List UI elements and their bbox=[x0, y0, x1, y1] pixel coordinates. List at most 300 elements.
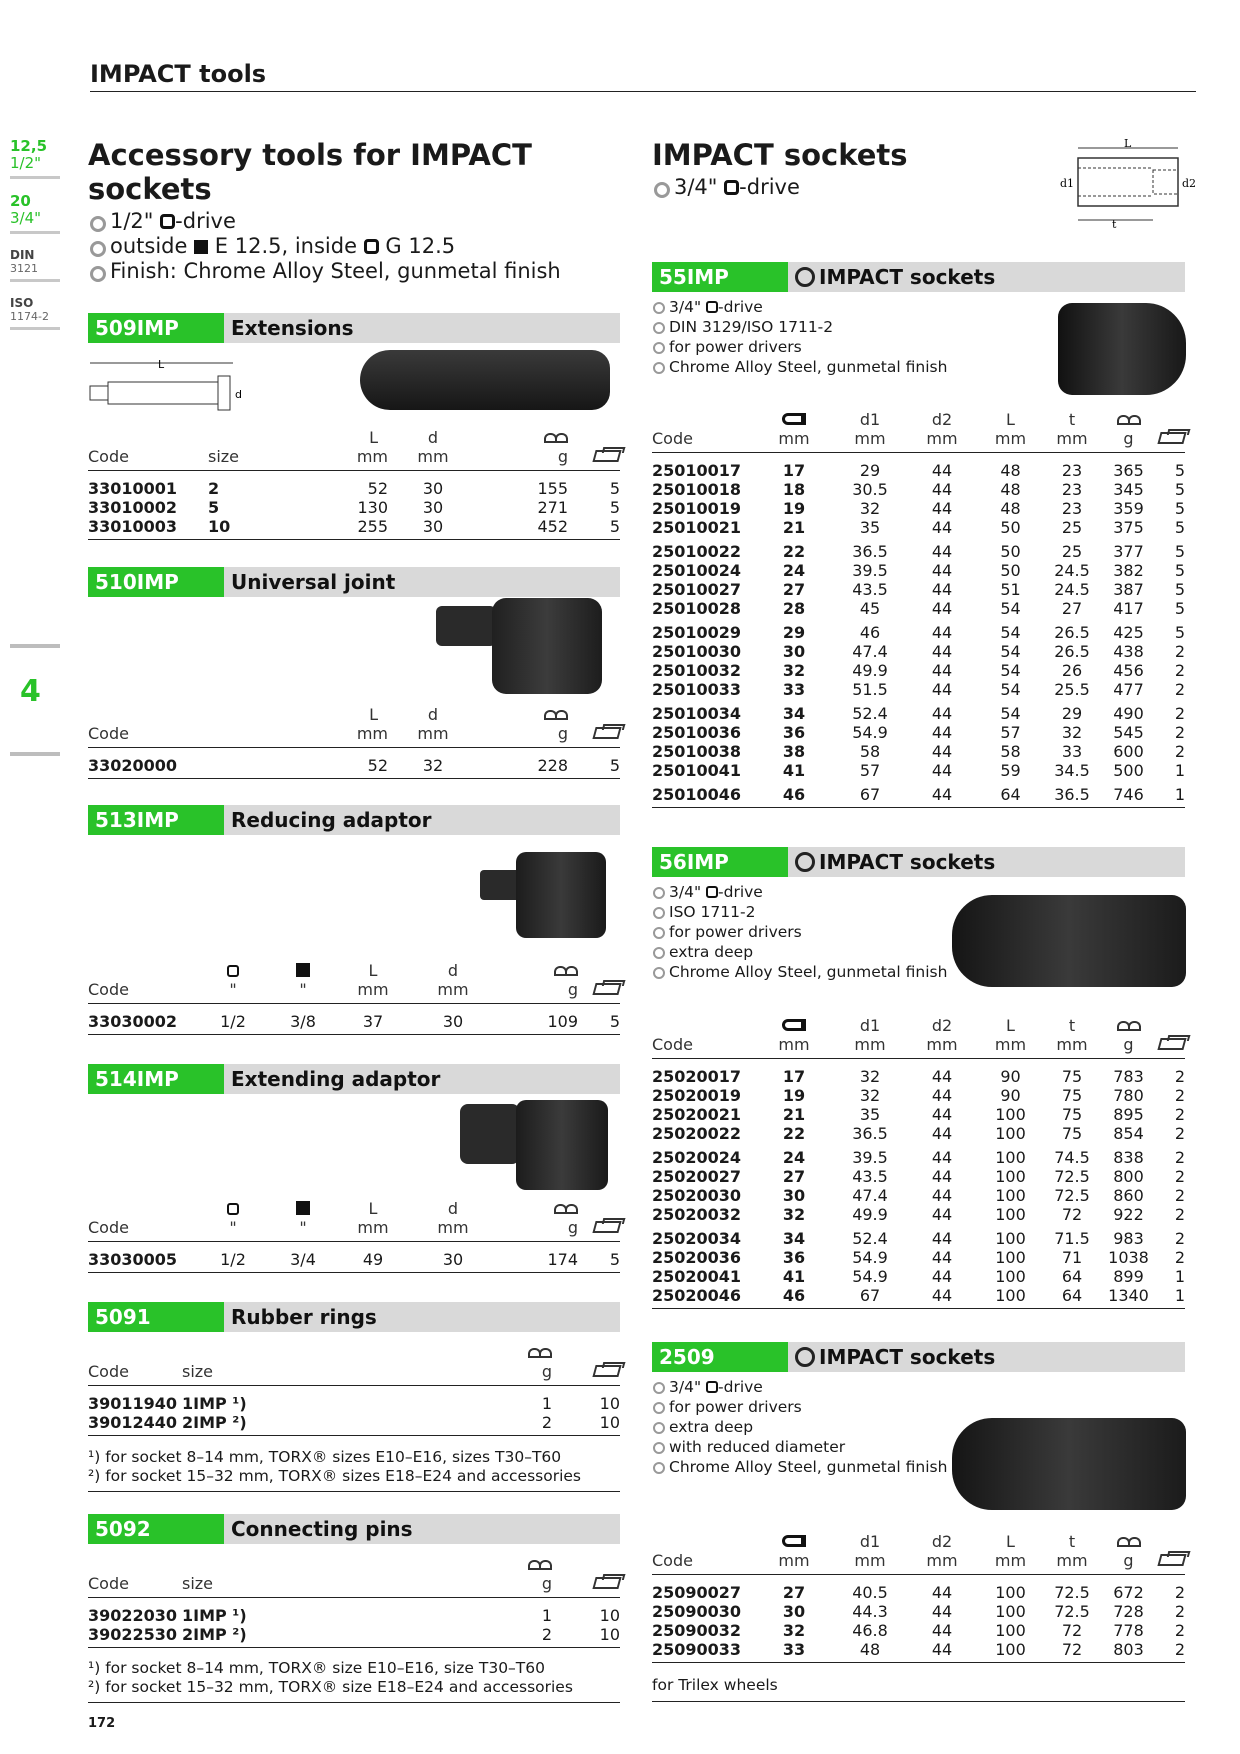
item-length: 52 bbox=[367, 756, 388, 775]
item-code: 25020046 bbox=[652, 1286, 742, 1305]
item-code: 25020017 bbox=[652, 1067, 742, 1086]
item-pack: 10 bbox=[599, 1394, 620, 1413]
bullet-drive: 3/4" -drive bbox=[652, 1377, 972, 1397]
item-drive-in: 1/2 bbox=[220, 1012, 246, 1031]
table-513imp: L d Code " " mm mm g 33030002 1/2 3/8 37 30 109 5 bbox=[88, 961, 620, 1035]
item-d2: 44 bbox=[931, 623, 953, 642]
item-d2: 44 bbox=[931, 1205, 953, 1224]
item-pack: 5 bbox=[1174, 599, 1185, 618]
item-pack: 10 bbox=[599, 1413, 620, 1432]
item-d1: 32 bbox=[859, 1067, 881, 1086]
universal-joint-square-image bbox=[436, 606, 496, 646]
item-code: 25010018 bbox=[652, 480, 742, 499]
item-code: 25020024 bbox=[652, 1148, 742, 1167]
side-block-din bbox=[10, 248, 60, 282]
table-row bbox=[652, 1124, 1185, 1143]
item-depth: 26 bbox=[1061, 661, 1083, 680]
item-weight: 2 bbox=[541, 1625, 552, 1644]
square-drive-icon bbox=[706, 1381, 718, 1393]
item-pack: 5 bbox=[1174, 623, 1185, 642]
item-code: 33010002 bbox=[88, 498, 178, 517]
item-code: 25020032 bbox=[652, 1205, 742, 1224]
item-pack: 2 bbox=[1174, 680, 1185, 699]
item-code: 33010001 bbox=[88, 479, 178, 498]
item-size: 2IMP ²) bbox=[182, 1625, 247, 1644]
footnote: ²) for socket 15–32 mm, TORX® size E18–E24 and accessories bbox=[88, 1678, 573, 1696]
item-depth: 25 bbox=[1061, 518, 1083, 537]
item-d1: 44.3 bbox=[852, 1602, 888, 1621]
item-size: 34 bbox=[782, 704, 806, 723]
item-size: 41 bbox=[782, 1267, 806, 1286]
table-row bbox=[652, 480, 1185, 499]
item-pack: 2 bbox=[1174, 642, 1185, 661]
item-weight: 271 bbox=[537, 498, 568, 517]
item-pack: 5 bbox=[1174, 499, 1185, 518]
item-d1: 43.5 bbox=[852, 1167, 888, 1186]
item-depth: 25 bbox=[1061, 542, 1083, 561]
item-pack: 5 bbox=[609, 517, 620, 536]
item-size: 27 bbox=[782, 1583, 806, 1602]
product-name: Reducing adaptor bbox=[231, 808, 432, 832]
table-row bbox=[652, 1205, 1185, 1224]
item-length: 64 bbox=[1000, 785, 1021, 804]
table-row bbox=[652, 680, 1185, 699]
item-pack: 2 bbox=[1174, 723, 1185, 742]
item-code: 25020034 bbox=[652, 1229, 742, 1248]
bullet-item: for power drivers bbox=[652, 922, 972, 942]
square-male-icon bbox=[296, 1201, 310, 1215]
item-length: 52 bbox=[367, 479, 388, 498]
item-code: 25010028 bbox=[652, 599, 742, 618]
item-weight: 375 bbox=[1113, 518, 1144, 537]
item-diameter: 30 bbox=[422, 498, 444, 517]
bullet-drive: 1/2" -drive bbox=[88, 209, 618, 234]
table-row bbox=[652, 453, 1185, 481]
table-row bbox=[88, 1242, 620, 1273]
divider bbox=[652, 1701, 1185, 1702]
chapter-rule-top bbox=[10, 644, 60, 648]
item-size: 17 bbox=[782, 1067, 806, 1086]
item-size: 1IMP ¹) bbox=[182, 1606, 247, 1625]
accessory-bullets bbox=[88, 209, 618, 284]
item-code: 25010024 bbox=[652, 561, 742, 580]
item-weight: 778 bbox=[1113, 1621, 1144, 1640]
product-code: 5092 bbox=[88, 1514, 224, 1544]
item-length: 90 bbox=[1000, 1067, 1021, 1086]
item-weight: 417 bbox=[1113, 599, 1144, 618]
item-length: 100 bbox=[995, 1124, 1026, 1143]
divider bbox=[88, 1491, 620, 1492]
product-name: IMPACT sockets bbox=[819, 265, 996, 289]
svg-text:t: t bbox=[1112, 218, 1117, 231]
item-pack: 2 bbox=[1174, 1640, 1185, 1659]
svg-text:d1: d1 bbox=[1060, 177, 1075, 190]
product-bar-514imp bbox=[88, 1064, 620, 1094]
footnote: ¹) for socket 8–14 mm, TORX® sizes E10–E16, sizes T30–T60 bbox=[88, 1448, 562, 1466]
package-icon bbox=[592, 727, 621, 739]
package-icon bbox=[592, 1577, 621, 1589]
item-size: 17 bbox=[782, 461, 806, 480]
iso-value: 1174-2 bbox=[10, 310, 49, 323]
item-code: 25010019 bbox=[652, 499, 742, 518]
product-bar-2509 bbox=[652, 1342, 1185, 1372]
page-header-title: IMPACT tools bbox=[90, 60, 267, 88]
item-depth: 74.5 bbox=[1054, 1148, 1090, 1167]
item-weight: 382 bbox=[1113, 561, 1144, 580]
table-row bbox=[652, 642, 1185, 661]
product-bar-55imp bbox=[652, 262, 1185, 292]
item-d1: 67 bbox=[859, 785, 881, 804]
item-d2: 44 bbox=[931, 1621, 953, 1640]
item-code: 33030005 bbox=[88, 1250, 178, 1269]
item-size: 30 bbox=[782, 1186, 806, 1205]
item-length: 90 bbox=[1000, 1086, 1021, 1105]
item-d1: 48 bbox=[859, 1640, 881, 1659]
item-d2: 44 bbox=[931, 599, 953, 618]
item-d2: 44 bbox=[931, 1640, 953, 1659]
table-row bbox=[652, 1286, 1185, 1309]
item-size: 10 bbox=[208, 517, 231, 536]
product-bar-56imp bbox=[652, 847, 1185, 877]
item-pack: 5 bbox=[1174, 542, 1185, 561]
weight-icon bbox=[1117, 1537, 1141, 1547]
item-weight: 922 bbox=[1113, 1205, 1144, 1224]
product-name: IMPACT sockets bbox=[819, 1345, 996, 1369]
item-size: 29 bbox=[782, 623, 806, 642]
bullets-2509 bbox=[652, 1377, 972, 1477]
bullets-55imp bbox=[652, 297, 1052, 377]
table-514imp: L d Code " " mm mm g 33030005 1/2 3/4 49 30 174 5 bbox=[88, 1199, 620, 1273]
item-d1: 46.8 bbox=[852, 1621, 888, 1640]
item-d1: 32 bbox=[859, 1086, 881, 1105]
table-row bbox=[88, 1004, 620, 1035]
item-d1: 67 bbox=[859, 1286, 881, 1305]
item-depth: 72 bbox=[1061, 1621, 1083, 1640]
product-code: 513IMP bbox=[88, 805, 224, 835]
item-size: 32 bbox=[782, 1621, 806, 1640]
svg-text:L: L bbox=[1124, 137, 1132, 150]
table-row bbox=[88, 748, 620, 779]
item-weight: 895 bbox=[1113, 1105, 1144, 1124]
item-size: 34 bbox=[782, 1229, 806, 1248]
item-d2: 44 bbox=[931, 680, 953, 699]
table-row bbox=[652, 780, 1185, 808]
table-row bbox=[652, 1167, 1185, 1186]
item-weight: 477 bbox=[1113, 680, 1144, 699]
item-size: 19 bbox=[782, 499, 806, 518]
item-d2: 44 bbox=[931, 1067, 953, 1086]
item-d2: 44 bbox=[931, 1583, 953, 1602]
square-male-icon bbox=[296, 963, 310, 977]
item-length: 49 bbox=[362, 1250, 384, 1269]
item-d2: 44 bbox=[931, 1267, 953, 1286]
item-d1: 39.5 bbox=[852, 561, 888, 580]
divider bbox=[88, 1702, 620, 1703]
item-depth: 25.5 bbox=[1054, 680, 1090, 699]
item-d2: 44 bbox=[931, 1229, 953, 1248]
item-weight: 728 bbox=[1113, 1602, 1144, 1621]
table-row bbox=[652, 661, 1185, 680]
side-block-20 bbox=[10, 193, 60, 234]
item-d1: 51.5 bbox=[852, 680, 888, 699]
item-drive-out: 3/8 bbox=[290, 1012, 316, 1031]
item-depth: 32 bbox=[1061, 723, 1083, 742]
bullet-drive: 3/4" -drive bbox=[652, 882, 972, 902]
item-code: 25010041 bbox=[652, 761, 742, 780]
item-length: 100 bbox=[995, 1205, 1026, 1224]
item-depth: 23 bbox=[1061, 480, 1083, 499]
item-d1: 58 bbox=[859, 742, 881, 761]
table-row bbox=[88, 471, 620, 499]
item-code: 25010022 bbox=[652, 542, 742, 561]
item-d1: 35 bbox=[859, 518, 881, 537]
table-row bbox=[652, 1086, 1185, 1105]
item-size: 27 bbox=[782, 580, 806, 599]
socket-55imp-image bbox=[1058, 303, 1186, 395]
item-pack: 5 bbox=[1174, 480, 1185, 499]
side-size-metric: 20 bbox=[10, 192, 31, 210]
item-length: 100 bbox=[995, 1148, 1026, 1167]
item-code: 25090027 bbox=[652, 1583, 742, 1602]
item-pack: 2 bbox=[1174, 1067, 1185, 1086]
item-length: 57 bbox=[1000, 723, 1021, 742]
accessory-title: Accessory tools for IMPACT sockets bbox=[88, 138, 532, 206]
item-weight: 500 bbox=[1113, 761, 1144, 780]
item-size: 30 bbox=[782, 1602, 806, 1621]
item-code: 25010034 bbox=[652, 704, 742, 723]
square-drive-icon bbox=[227, 1203, 239, 1215]
item-size: 18 bbox=[782, 480, 806, 499]
item-weight: 155 bbox=[537, 479, 568, 498]
item-weight: 783 bbox=[1113, 1067, 1144, 1086]
item-diameter: 30 bbox=[422, 517, 444, 536]
item-code: 25020036 bbox=[652, 1248, 742, 1267]
bullet-item: Chrome Alloy Steel, gunmetal finish bbox=[652, 962, 972, 982]
item-d1: 54.9 bbox=[852, 1248, 888, 1267]
item-depth: 72.5 bbox=[1054, 1602, 1090, 1621]
table-row bbox=[652, 599, 1185, 618]
item-d2: 44 bbox=[931, 1148, 953, 1167]
side-tab bbox=[10, 138, 60, 344]
item-depth: 64 bbox=[1061, 1286, 1083, 1305]
product-name: Extensions bbox=[231, 316, 354, 340]
item-length: 255 bbox=[357, 517, 388, 536]
item-weight: 425 bbox=[1113, 623, 1144, 642]
item-d1: 47.4 bbox=[852, 642, 888, 661]
square-drive-icon bbox=[724, 180, 739, 195]
item-d2: 44 bbox=[931, 742, 953, 761]
item-d1: 49.9 bbox=[852, 1205, 888, 1224]
item-depth: 72 bbox=[1061, 1205, 1083, 1224]
svg-text:L: L bbox=[158, 358, 165, 371]
item-d1: 35 bbox=[859, 1105, 881, 1124]
item-d2: 44 bbox=[931, 1105, 953, 1124]
item-length: 100 bbox=[995, 1267, 1026, 1286]
socket-56imp-image bbox=[952, 895, 1186, 987]
item-pack: 2 bbox=[1174, 1105, 1185, 1124]
side-size-inch: 3/4" bbox=[10, 209, 42, 227]
socket-icon bbox=[795, 267, 815, 287]
item-d2: 44 bbox=[931, 1248, 953, 1267]
svg-text:d: d bbox=[235, 388, 242, 401]
item-length: 130 bbox=[357, 498, 388, 517]
item-code: 25020027 bbox=[652, 1167, 742, 1186]
item-pack: 2 bbox=[1174, 1148, 1185, 1167]
item-length: 54 bbox=[1000, 661, 1021, 680]
item-diameter: 32 bbox=[422, 756, 444, 775]
item-d2: 44 bbox=[931, 1286, 953, 1305]
item-pack: 5 bbox=[1174, 561, 1185, 580]
weight-icon bbox=[528, 1348, 552, 1358]
item-length: 100 bbox=[995, 1186, 1026, 1205]
bullet-item: with reduced diameter bbox=[652, 1437, 972, 1457]
item-depth: 27 bbox=[1061, 599, 1083, 618]
item-code: 39011940 bbox=[88, 1394, 178, 1413]
weight-icon bbox=[544, 433, 568, 443]
bullet-item: for power drivers bbox=[652, 337, 1052, 357]
item-pack: 2 bbox=[1174, 1167, 1185, 1186]
item-weight: 387 bbox=[1113, 580, 1144, 599]
item-d1: 54.9 bbox=[852, 1267, 888, 1286]
item-pack: 2 bbox=[1174, 661, 1185, 680]
wrench-size-icon bbox=[782, 1535, 806, 1547]
item-depth: 72.5 bbox=[1054, 1583, 1090, 1602]
package-icon bbox=[592, 1221, 621, 1233]
item-weight: 600 bbox=[1113, 742, 1144, 761]
item-depth: 75 bbox=[1061, 1067, 1083, 1086]
item-length: 100 bbox=[995, 1229, 1026, 1248]
table-row bbox=[652, 1105, 1185, 1124]
wrench-size-icon bbox=[782, 413, 806, 425]
item-size: 36 bbox=[782, 1248, 806, 1267]
item-size: 46 bbox=[782, 1286, 806, 1305]
product-code: 2509 bbox=[652, 1342, 788, 1372]
item-weight: 803 bbox=[1113, 1640, 1144, 1659]
table-row bbox=[652, 699, 1185, 723]
item-weight: 672 bbox=[1113, 1583, 1144, 1602]
item-size: 46 bbox=[782, 785, 806, 804]
product-code: 55IMP bbox=[652, 262, 788, 292]
item-code: 33020000 bbox=[88, 756, 178, 775]
item-size: 41 bbox=[782, 761, 806, 780]
item-size: 28 bbox=[782, 599, 806, 618]
item-depth: 23 bbox=[1061, 461, 1083, 480]
weight-icon bbox=[528, 1560, 552, 1570]
din-label: DIN bbox=[10, 248, 35, 262]
item-pack: 5 bbox=[1174, 518, 1185, 537]
item-code: 39022530 bbox=[88, 1625, 178, 1644]
square-drive-icon bbox=[706, 886, 718, 898]
item-pack: 2 bbox=[1174, 1602, 1185, 1621]
item-weight: 780 bbox=[1113, 1086, 1144, 1105]
bullet-drive: 3/4" -drive bbox=[652, 297, 1052, 317]
footnotes-5091 bbox=[88, 1448, 620, 1492]
page-header bbox=[90, 60, 1196, 92]
item-d2: 44 bbox=[931, 461, 953, 480]
item-diameter: 30 bbox=[442, 1250, 464, 1269]
side-block-12-5 bbox=[10, 138, 60, 179]
square-female-icon bbox=[364, 239, 379, 254]
item-length: 54 bbox=[1000, 680, 1021, 699]
item-d1: 29 bbox=[859, 461, 881, 480]
product-bar-5091 bbox=[88, 1302, 620, 1332]
table-row bbox=[652, 1575, 1185, 1603]
item-size: 30 bbox=[782, 642, 806, 661]
item-size: 5 bbox=[208, 498, 220, 517]
item-length: 54 bbox=[1000, 623, 1021, 642]
item-depth: 26.5 bbox=[1054, 642, 1090, 661]
item-pack: 5 bbox=[609, 756, 620, 775]
item-length: 48 bbox=[1000, 480, 1021, 499]
product-code: 5091 bbox=[88, 1302, 224, 1332]
item-depth: 72 bbox=[1061, 1640, 1083, 1659]
item-pack: 5 bbox=[1174, 580, 1185, 599]
item-size: 19 bbox=[782, 1086, 806, 1105]
item-pack: 1 bbox=[1174, 785, 1185, 804]
item-weight: 1 bbox=[541, 1394, 552, 1413]
item-d2: 44 bbox=[931, 761, 953, 780]
item-code: 25020021 bbox=[652, 1105, 742, 1124]
product-code: 56IMP bbox=[652, 847, 788, 877]
item-pack: 5 bbox=[609, 498, 620, 517]
item-d1: 36.5 bbox=[852, 542, 888, 561]
item-depth: 29 bbox=[1061, 704, 1083, 723]
accessory-intro bbox=[88, 138, 618, 284]
table-row bbox=[88, 517, 620, 540]
item-length: 100 bbox=[995, 1167, 1026, 1186]
item-weight: 452 bbox=[537, 517, 568, 536]
product-code: 510IMP bbox=[88, 567, 224, 597]
item-weight: 1038 bbox=[1108, 1248, 1149, 1267]
item-weight: 899 bbox=[1113, 1267, 1144, 1286]
page-number: 172 bbox=[88, 1716, 116, 1731]
item-weight: 800 bbox=[1113, 1167, 1144, 1186]
item-code: 25020041 bbox=[652, 1267, 742, 1286]
item-weight: 983 bbox=[1113, 1229, 1144, 1248]
item-weight: 2 bbox=[541, 1413, 552, 1432]
item-d2: 44 bbox=[931, 661, 953, 680]
item-code: 25020019 bbox=[652, 1086, 742, 1105]
item-length: 100 bbox=[995, 1286, 1026, 1305]
item-length: 58 bbox=[1000, 742, 1021, 761]
bullet-item: Chrome Alloy Steel, gunmetal finish bbox=[652, 1457, 972, 1477]
table-row bbox=[652, 1143, 1185, 1167]
item-code: 25010046 bbox=[652, 785, 742, 804]
din-value: 3121 bbox=[10, 262, 38, 275]
item-length: 54 bbox=[1000, 599, 1021, 618]
item-d1: 30.5 bbox=[852, 480, 888, 499]
bullet-item: DIN 3129/ISO 1711-2 bbox=[652, 317, 1052, 337]
item-pack: 1 bbox=[1174, 761, 1185, 780]
square-male-icon bbox=[194, 240, 208, 254]
item-code: 25010033 bbox=[652, 680, 742, 699]
table-row bbox=[652, 561, 1185, 580]
item-code: 25010036 bbox=[652, 723, 742, 742]
item-pack: 10 bbox=[599, 1606, 620, 1625]
table-row bbox=[652, 537, 1185, 561]
side-divider bbox=[10, 176, 60, 179]
table-row bbox=[652, 761, 1185, 780]
table-row bbox=[652, 1186, 1185, 1205]
table-row bbox=[652, 1602, 1185, 1621]
extension-image bbox=[360, 350, 610, 410]
item-length: 50 bbox=[1000, 542, 1021, 561]
side-block-iso bbox=[10, 296, 60, 330]
item-d1: 32 bbox=[859, 499, 881, 518]
extending-adaptor-image bbox=[516, 1100, 608, 1190]
square-drive-icon bbox=[160, 214, 175, 229]
item-length: 100 bbox=[995, 1640, 1026, 1659]
